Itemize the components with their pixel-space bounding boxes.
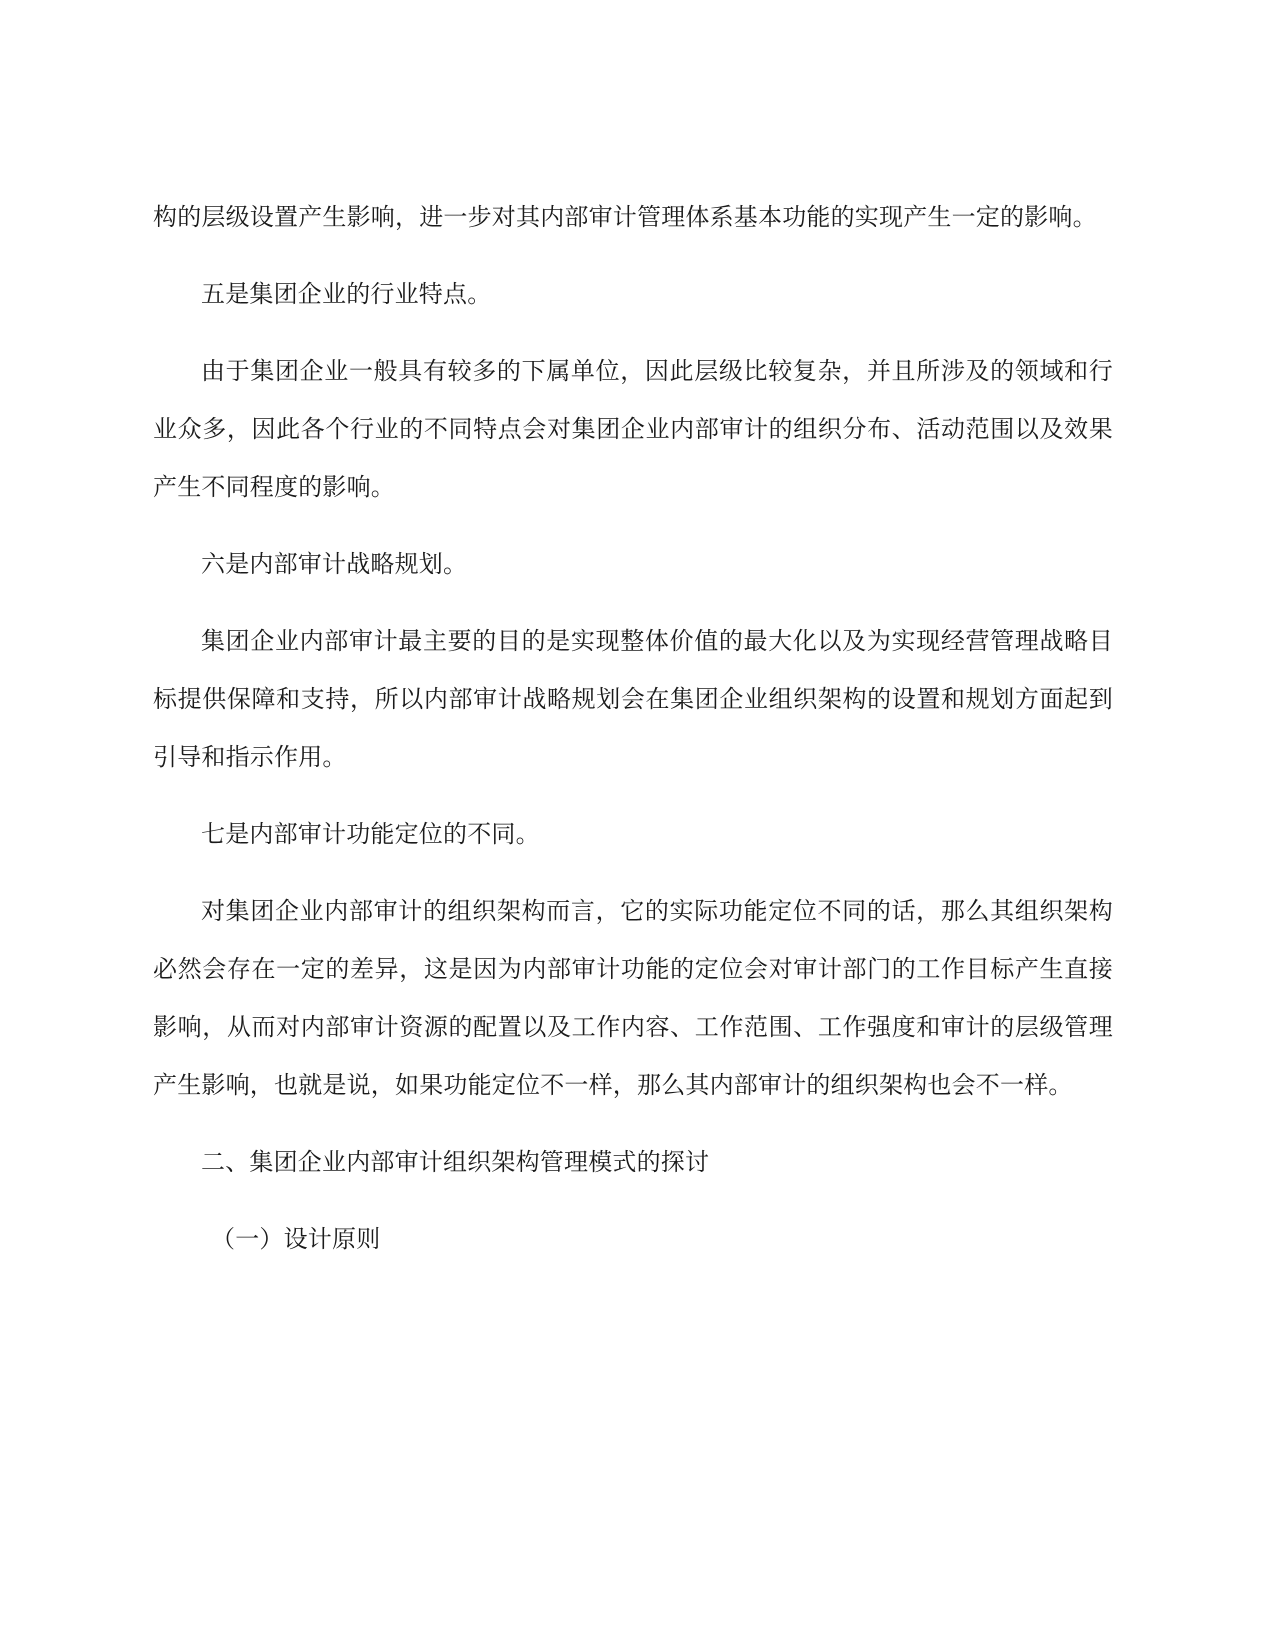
heading-point-five: 五是集团企业的行业特点。 xyxy=(201,280,492,308)
subsection-heading-design-principles: （一）设计原则 xyxy=(211,1225,381,1253)
section-heading-two: 二、集团企业内部审计组织架构管理模式的探讨 xyxy=(201,1148,710,1176)
paragraph-point-six: 集团企业内部审计最主要的目的是实现整体价值的最大化以及为实现经营管理战略目标提供保障和支持，所以内部审计战略规划会在集团企业组织架构的设置和规划方面起到引导和指示作用。 xyxy=(153,627,1113,771)
heading-point-six: 六是内部审计战略规划。 xyxy=(201,550,468,578)
paragraph-point-seven: 对集团企业内部审计的组织架构而言，它的实际功能定位不同的话，那么其组织架构必然会存在一定的差异，这是因为内部审计功能的定位会对审计部门的工作目标产生直接影响，从而对内部审计资源的配置以及工作内容、工作范围、工作强度和审计的层级管理产生影响，也就是说，如果功能定位不一样，那么其内部审计的组织架构也会不一样。 xyxy=(153,897,1113,1099)
paragraph-point-five: 由于集团企业一般具有较多的下属单位，因此层级比较复杂，并且所涉及的领域和行业众多，因此各个行业的不同特点会对集团企业内部审计的组织分布、活动范围以及效果产生不同程度的影响。 xyxy=(153,357,1113,501)
heading-point-seven: 七是内部审计功能定位的不同。 xyxy=(201,820,540,848)
paragraph-continuation: 构的层级设置产生影响，进一步对其内部审计管理体系基本功能的实现产生一定的影响。 xyxy=(153,203,1097,231)
document-page xyxy=(153,188,1113,1287)
